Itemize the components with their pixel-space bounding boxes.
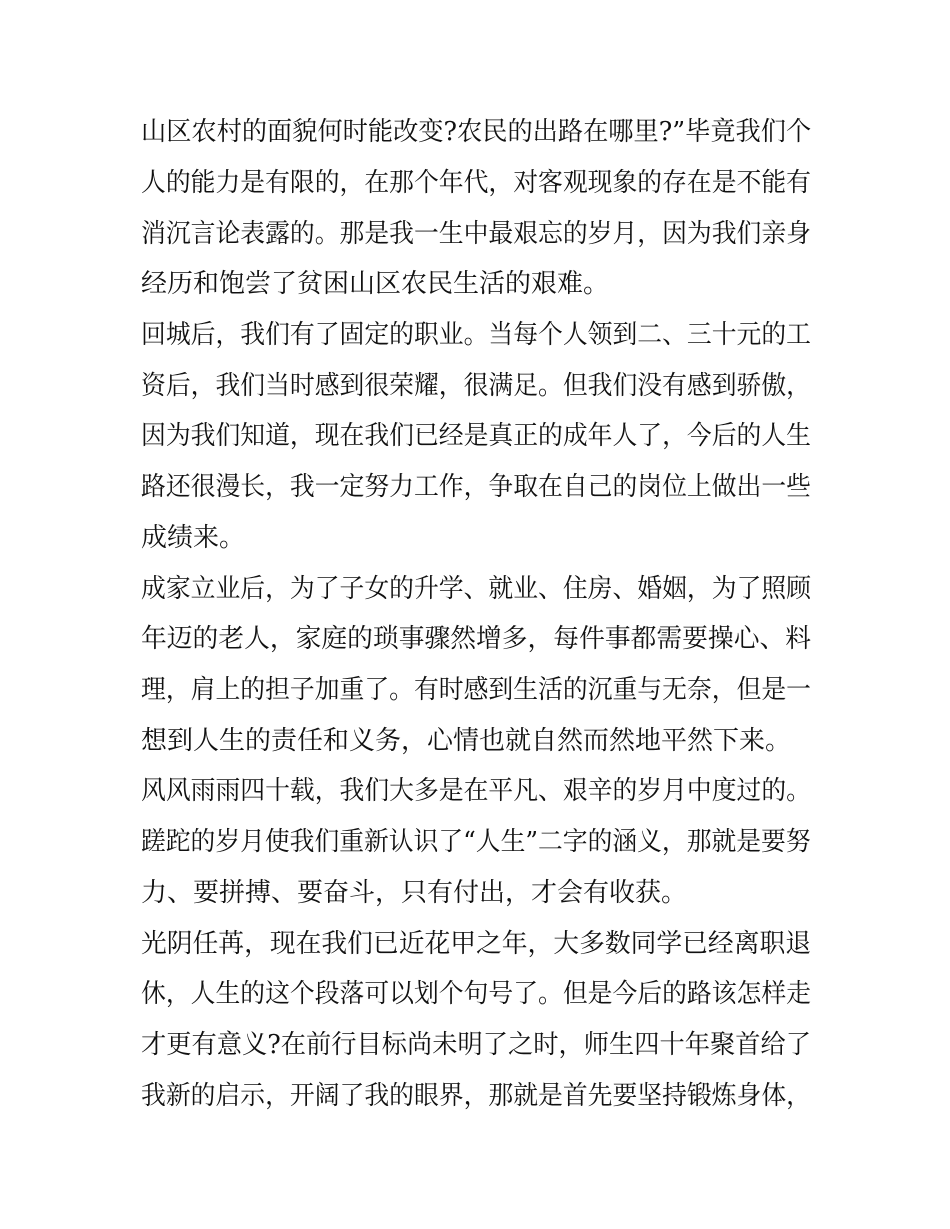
- text-line: 年迈的老人，家庭的琐事骤然增多，每件事都需要操心、料: [141, 624, 812, 654]
- text-line: 成家立业后，为了子女的升学、就业、住房、婚姻，为了照顾: [141, 574, 812, 604]
- text-line: 经历和饱尝了贫困山区农民生活的艰难。: [141, 269, 610, 299]
- text-line: 休，人生的这个段落可以划个句号了。但是今后的路该怎样走: [141, 979, 812, 1009]
- text-line: 风风雨雨四十载，我们大多是在平凡、艰辛的岁月中度过的。: [141, 776, 812, 806]
- text-line: 想到人生的责任和义务，心情也就自然而然地平然下来。: [141, 726, 792, 756]
- text-line: 我新的启示，开阔了我的眼界，那就是首先要坚持锻炼身体，: [141, 1081, 812, 1111]
- text-line: 路还很漫长，我一定努力工作，争取在自己的岗位上做出一些: [141, 472, 812, 502]
- text-line: 才更有意义?在前行目标尚未明了之时，师生四十年聚首给了: [141, 1030, 811, 1060]
- text-line: 力、要拼搏、要奋斗，只有付出，才会有收获。: [141, 878, 688, 908]
- text-line: 人的能力是有限的，在那个年代，对客观现象的存在是不能有: [141, 168, 812, 198]
- text-line: 资后，我们当时感到很荣耀，很满足。但我们没有感到骄傲，: [141, 371, 812, 401]
- text-line: 蹉跎的岁月使我们重新认识了“人生”二字的涵义，那就是要努: [141, 827, 811, 857]
- text-line: 回城后，我们有了固定的职业。当每个人领到二、三十元的工: [141, 320, 812, 350]
- text-line: 因为我们知道，现在我们已经是真正的成年人了，今后的人生: [141, 421, 812, 451]
- text-line: 消沉言论表露的。那是我一生中最艰忘的岁月，因为我们亲身: [141, 219, 812, 249]
- text-line: 光阴任苒，现在我们已近花甲之年，大多数同学已经离职退: [141, 929, 812, 959]
- text-line: 理，肩上的担子加重了。有时感到生活的沉重与无奈，但是一: [141, 675, 812, 705]
- text-line: 山区农村的面貌何时能改变?农民的出路在哪里?”毕竟我们个: [141, 117, 812, 147]
- text-line: 成绩来。: [141, 523, 246, 553]
